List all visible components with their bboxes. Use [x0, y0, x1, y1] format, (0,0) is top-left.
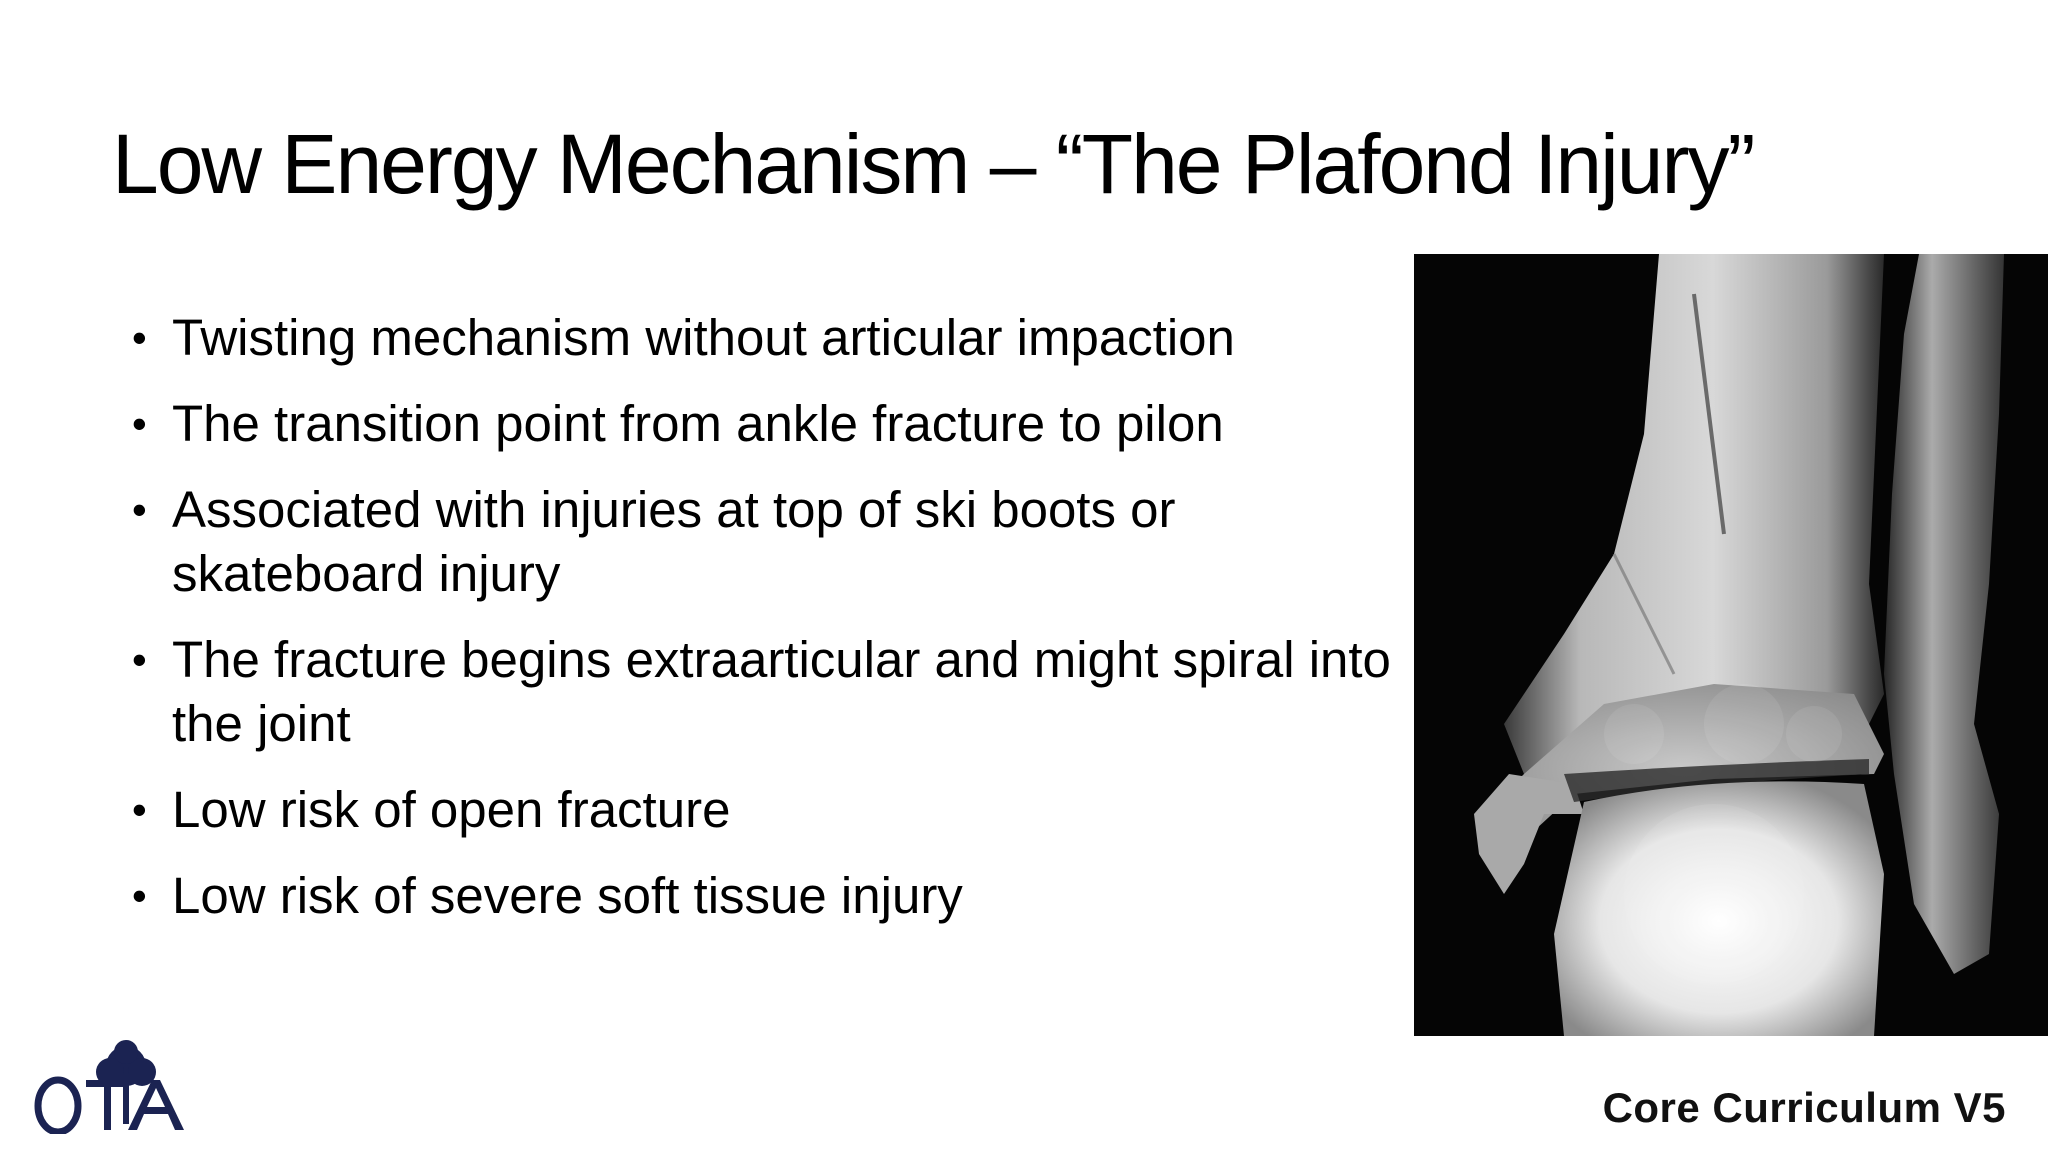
- ota-logo: [34, 1034, 204, 1134]
- bullet-item: [132, 778, 1412, 842]
- bullet-dot-icon: •: [132, 314, 147, 361]
- bullet-dot-icon: •: [132, 486, 147, 533]
- bullet-item: [132, 478, 1322, 606]
- bullet-text: Low risk of severe soft tissue injury: [172, 867, 963, 924]
- bullet-item: [132, 864, 1412, 928]
- bullet-dot-icon: •: [132, 786, 147, 833]
- bullet-dot-icon: •: [132, 872, 147, 919]
- bullet-item: [132, 392, 1412, 456]
- bullet-text: The fracture begins extraarticular and might spiral into the joint: [172, 631, 1391, 752]
- bullet-text: The transition point from ankle fracture to pilon: [172, 395, 1224, 452]
- slide-title: Low Energy Mechanism – “The Plafond Injury”: [112, 117, 1754, 211]
- xray-illustration: [1414, 254, 2048, 1036]
- footer-brand: Core Curriculum V5: [1602, 1084, 2006, 1131]
- bullet-dot-icon: •: [132, 400, 147, 447]
- bullet-item: [132, 306, 1412, 370]
- bullet-text: Low risk of open fracture: [172, 781, 731, 838]
- bullet-item: [132, 628, 1412, 756]
- bullet-text: Twisting mechanism without articular impaction: [172, 309, 1235, 366]
- bullet-list: [132, 306, 1412, 950]
- ankle-xray-image: [1414, 254, 2048, 1036]
- bullet-text: Associated with injuries at top of ski boots or skateboard injury: [172, 481, 1176, 602]
- bullet-dot-icon: •: [132, 636, 147, 683]
